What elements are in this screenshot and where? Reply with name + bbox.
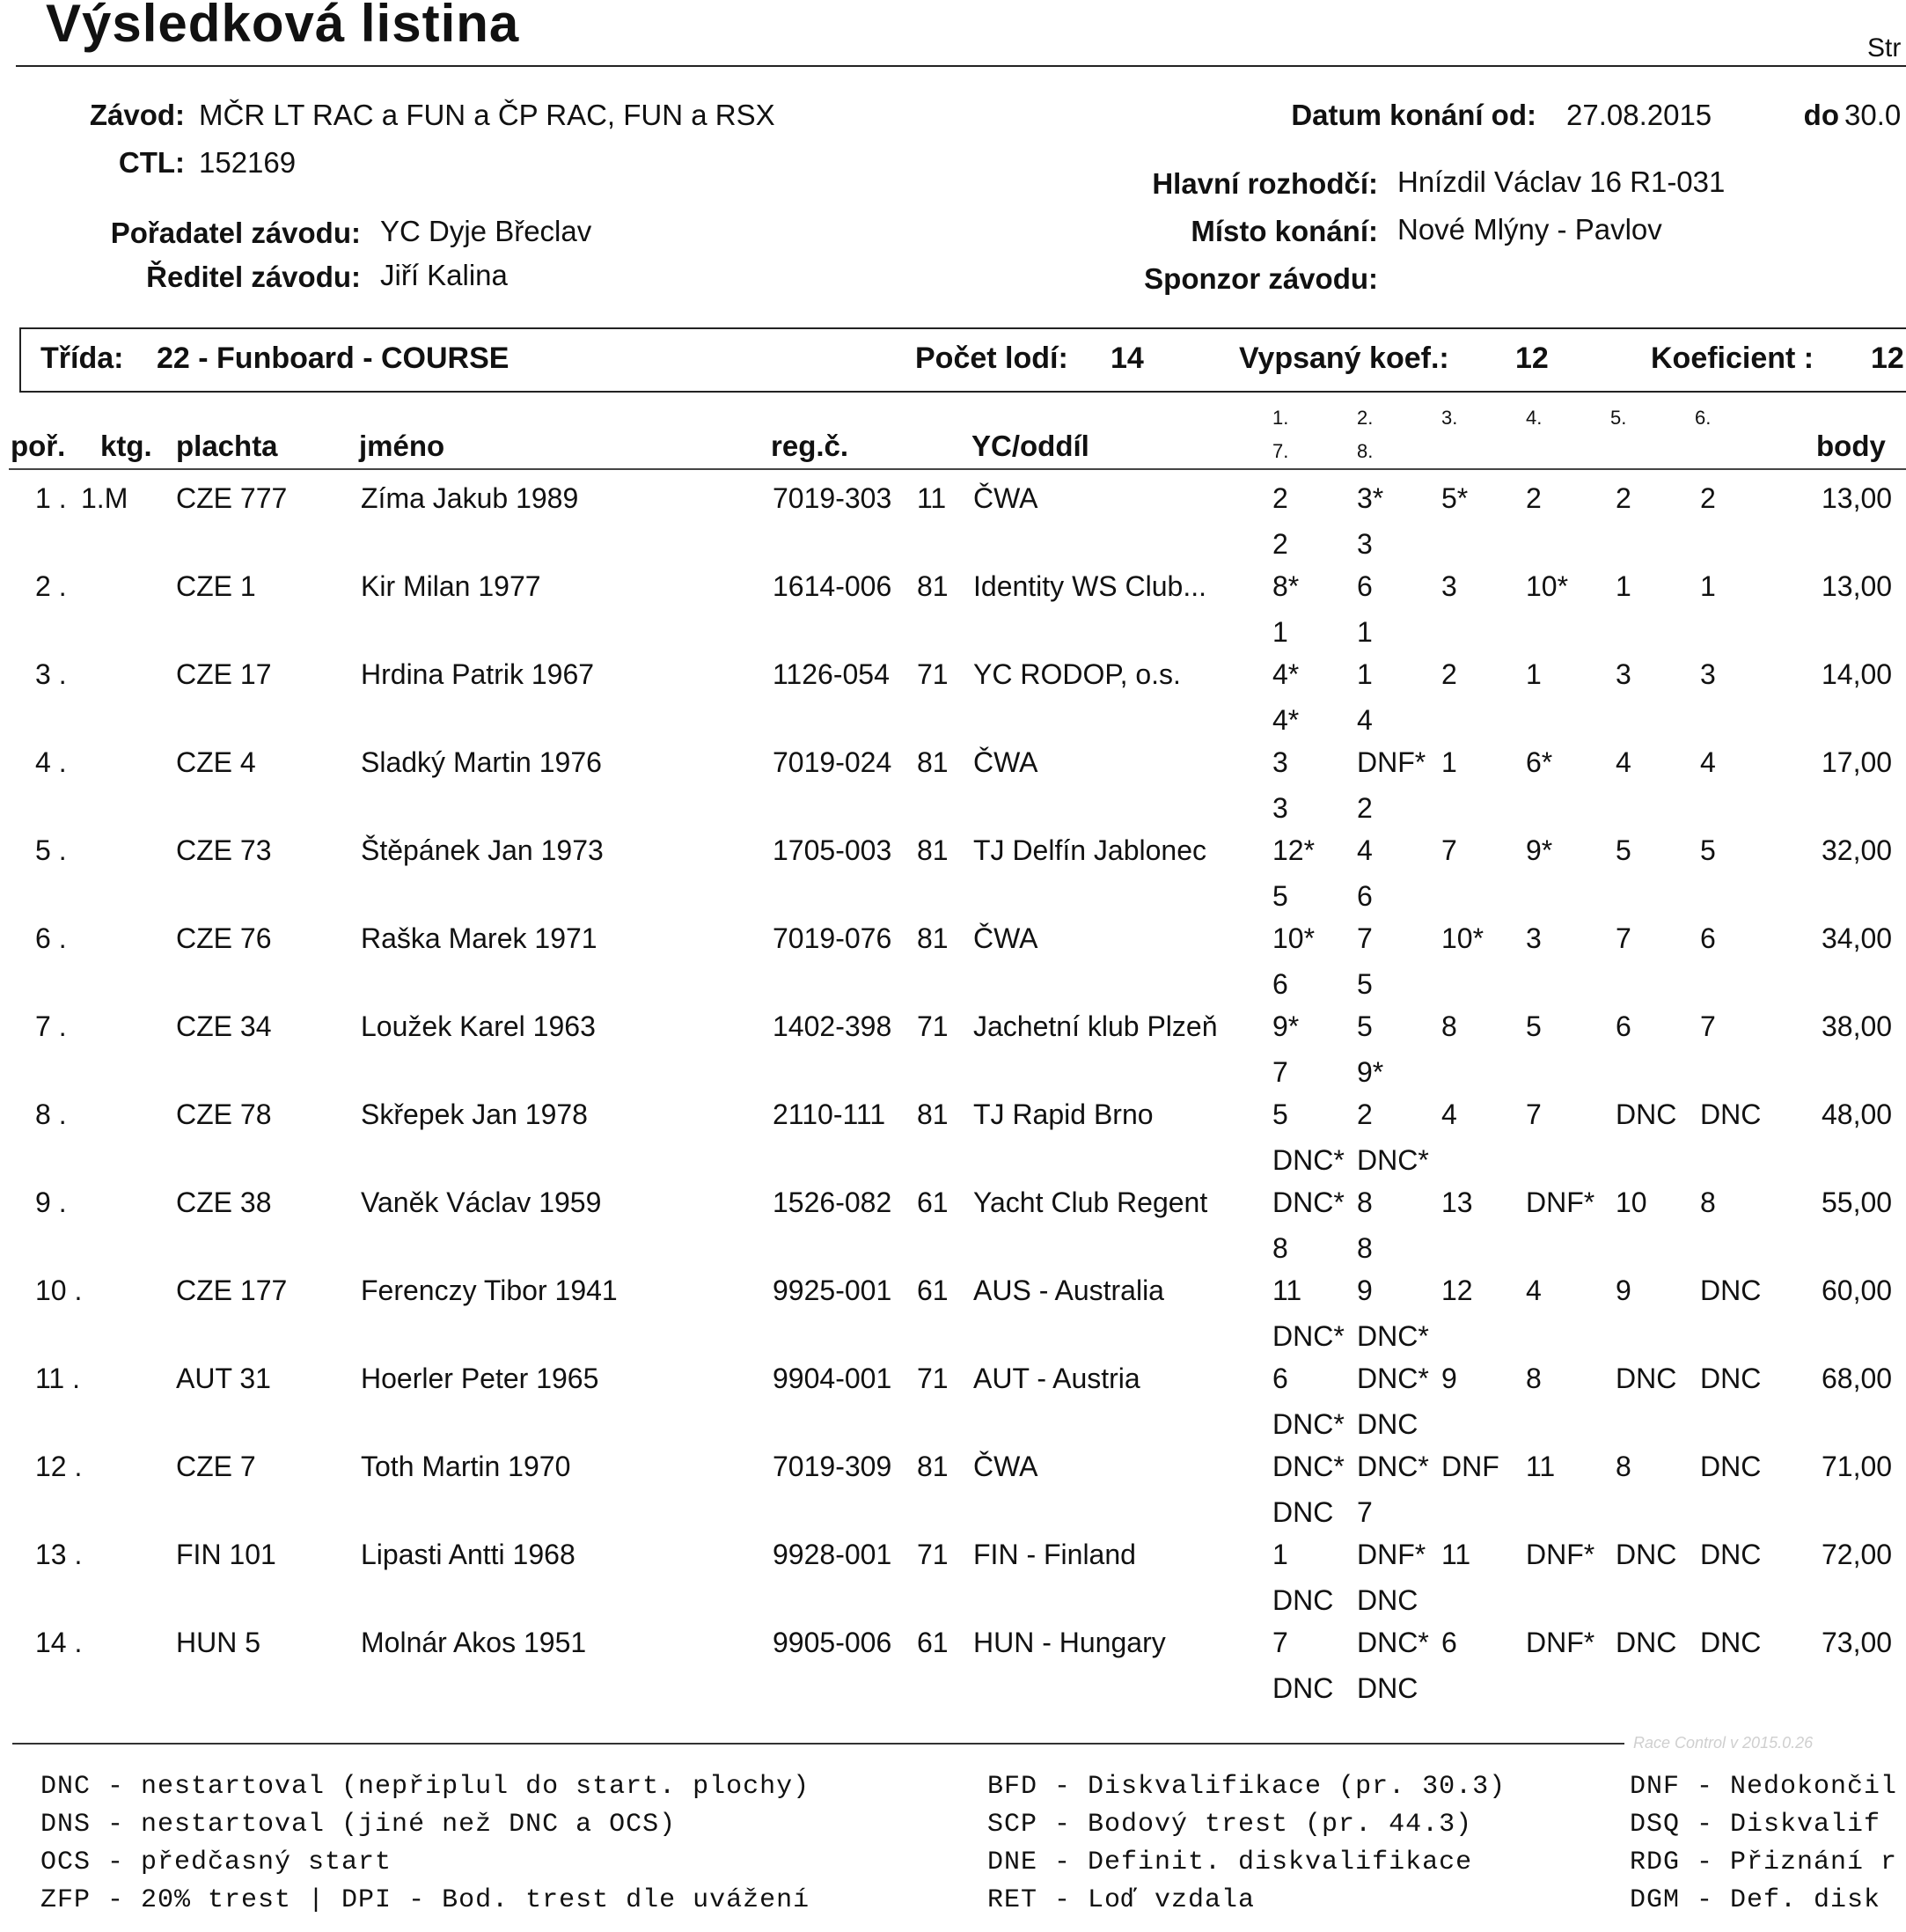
zavod-label: Závod: [89, 99, 185, 131]
row-poradi: 12 . [35, 1451, 83, 1482]
row-body: 14,00 [1822, 658, 1893, 690]
row-race-4: DNF* [1526, 1627, 1595, 1658]
row-race-2: 6 [1357, 570, 1373, 602]
row-race-7: DNC [1272, 1584, 1334, 1616]
row-plachta: CZE 177 [176, 1275, 288, 1306]
legend-bfd: BFD - Diskvalifikace (pr. 30.3) [987, 1772, 1506, 1802]
row-yc-oddil: ČWA [973, 922, 1038, 954]
col-header-reg: reg.č. [771, 430, 849, 462]
row-jmeno: Sladký Martin 1976 [361, 746, 602, 778]
row-race-7: 4* [1272, 704, 1300, 736]
legend-ocs: OCS - předčasný start [40, 1848, 392, 1877]
pocet-lodi-value: 14 [1111, 342, 1144, 375]
row-race-1: 1 [1272, 1539, 1288, 1570]
row-race-7: DNC* [1272, 1320, 1345, 1352]
row-poradi: 6 . [35, 922, 67, 954]
row-oblast-kod: 71 [917, 1363, 949, 1394]
row-race-3: 3 [1441, 570, 1457, 602]
row-body: 71,00 [1822, 1451, 1893, 1482]
row-race-5: 10 [1616, 1186, 1647, 1218]
row-race-2: 7 [1357, 922, 1373, 954]
misto-label: Místo konání: [1191, 215, 1378, 247]
row-plachta: AUT 31 [176, 1363, 271, 1394]
row-race-5: 8 [1616, 1451, 1631, 1482]
legend-dns: DNS - nestartoval (jiné než DNC a OCS) [40, 1810, 677, 1840]
datum-label: Datum konání od: [1291, 99, 1536, 131]
row-race-6: 2 [1700, 482, 1716, 514]
row-jmeno: Štěpánek Jan 1973 [361, 834, 604, 866]
row-race-8: 4 [1357, 704, 1373, 736]
row-reg-cislo: 7019-076 [773, 922, 892, 954]
pocet-lodi-label: Počet lodí: [915, 342, 1068, 375]
row-race-5: DNC [1616, 1627, 1677, 1658]
row-race-1: 5 [1272, 1098, 1288, 1130]
row-body: 68,00 [1822, 1363, 1893, 1394]
row-oblast-kod: 81 [917, 746, 949, 778]
trida-label: Třída: [40, 342, 124, 375]
rozhodci-value: Hnízdil Václav 16 R1-031 [1397, 165, 1726, 198]
row-race-1: DNC* [1272, 1451, 1345, 1482]
row-body: 38,00 [1822, 1010, 1893, 1042]
ctl-label: CTL: [118, 146, 185, 179]
row-race-6: 1 [1700, 570, 1716, 602]
row-race-6: DNC [1700, 1539, 1762, 1570]
row-race-1: 12* [1272, 834, 1316, 866]
row-yc-oddil: ČWA [973, 1451, 1038, 1482]
row-jmeno: Ferenczy Tibor 1941 [361, 1275, 618, 1306]
col-header-body: body [1816, 430, 1886, 462]
row-race-4: 2 [1526, 482, 1542, 514]
row-race-4: 4 [1526, 1275, 1542, 1306]
row-race-5: DNC [1616, 1539, 1677, 1570]
row-oblast-kod: 81 [917, 570, 949, 602]
row-jmeno: Hoerler Peter 1965 [361, 1363, 599, 1394]
col-header-race-7: 7. [1272, 440, 1289, 462]
row-race-2: 1 [1357, 658, 1373, 690]
row-race-8: 9* [1357, 1056, 1384, 1088]
row-reg-cislo: 2110-111 [773, 1098, 886, 1130]
row-yc-oddil: Jachetní klub Plzeň [973, 1010, 1218, 1042]
col-header-jmeno: jméno [359, 430, 445, 462]
row-race-5: 6 [1616, 1010, 1631, 1042]
row-poradi: 14 . [35, 1627, 83, 1658]
row-race-5: DNC [1616, 1098, 1677, 1130]
page-number-label: Str [1867, 33, 1902, 62]
row-race-2: 3* [1357, 482, 1384, 514]
row-reg-cislo: 7019-303 [773, 482, 892, 514]
row-race-4: 7 [1526, 1098, 1542, 1130]
row-jmeno: Toth Martin 1970 [361, 1451, 571, 1482]
row-race-5: DNC [1616, 1363, 1677, 1394]
row-reg-cislo: 7019-024 [773, 746, 892, 778]
row-race-8: 6 [1357, 880, 1373, 912]
row-oblast-kod: 71 [917, 658, 949, 690]
row-race-3: 2 [1441, 658, 1457, 690]
row-oblast-kod: 61 [917, 1275, 949, 1306]
row-yc-oddil: TJ Delfín Jablonec [973, 834, 1207, 866]
row-race-2: DNC* [1357, 1627, 1429, 1658]
row-race-8: DNC [1357, 1672, 1419, 1704]
legend-dnf: DNF - Nedokončil [1630, 1772, 1898, 1802]
row-race-8: DNC* [1357, 1320, 1429, 1352]
col-header-race-3: 3. [1441, 407, 1458, 429]
software-watermark: Race Control v 2015.0.26 [1633, 1734, 1814, 1752]
row-race-1: 11 [1272, 1275, 1302, 1306]
row-race-4: 1 [1526, 658, 1542, 690]
row-body: 32,00 [1822, 834, 1893, 866]
misto-value: Nové Mlýny - Pavlov [1397, 213, 1662, 246]
row-race-4: 9* [1526, 834, 1553, 866]
row-plachta: CZE 17 [176, 658, 272, 690]
row-race-5: 9 [1616, 1275, 1631, 1306]
row-body: 73,00 [1822, 1627, 1893, 1658]
poradatel-value: YC Dyje Břeclav [380, 215, 592, 247]
row-race-7: 1 [1272, 616, 1288, 648]
row-race-6: 3 [1700, 658, 1716, 690]
row-body: 48,00 [1822, 1098, 1893, 1130]
row-jmeno: Lipasti Antti 1968 [361, 1539, 575, 1570]
row-race-3: 12 [1441, 1275, 1473, 1306]
row-race-6: 4 [1700, 746, 1716, 778]
do-value: 30.0 [1844, 99, 1902, 131]
row-poradi: 11 . [35, 1363, 80, 1394]
column-header-divider [9, 468, 1906, 470]
row-race-2: DNC* [1357, 1363, 1429, 1394]
row-race-1: 7 [1272, 1627, 1288, 1658]
row-race-8: 7 [1357, 1496, 1373, 1528]
row-jmeno: Zíma Jakub 1989 [361, 482, 579, 514]
row-race-5: 5 [1616, 834, 1631, 866]
row-race-5: 7 [1616, 922, 1631, 954]
row-race-7: 5 [1272, 880, 1288, 912]
row-yc-oddil: Yacht Club Regent [973, 1186, 1208, 1218]
row-plachta: CZE 1 [176, 570, 256, 602]
legend-dnc: DNC - nestartoval (nepřiplul do start. plochy) [40, 1772, 810, 1802]
col-header-race-2: 2. [1357, 407, 1374, 429]
row-plachta: CZE 76 [176, 922, 272, 954]
row-oblast-kod: 81 [917, 1098, 949, 1130]
rozhodci-label: Hlavní rozhodčí: [1152, 167, 1378, 200]
row-oblast-kod: 81 [917, 922, 949, 954]
row-race-2: 4 [1357, 834, 1373, 866]
row-jmeno: Loužek Karel 1963 [361, 1010, 596, 1042]
trida-value: 22 - Funboard - COURSE [157, 342, 509, 375]
row-yc-oddil: ČWA [973, 482, 1038, 514]
row-reg-cislo: 1526-082 [773, 1186, 892, 1218]
row-race-8: DNC [1357, 1584, 1419, 1616]
row-body: 13,00 [1822, 570, 1893, 602]
page-title: Výsledková listina [46, 0, 520, 53]
row-yc-oddil: FIN - Finland [973, 1539, 1136, 1570]
col-header-race-8: 8. [1357, 440, 1374, 462]
row-race-1: 8* [1272, 570, 1300, 602]
row-poradi: 8 . [35, 1098, 67, 1130]
row-race-2: 5 [1357, 1010, 1373, 1042]
row-race-5: 3 [1616, 658, 1631, 690]
row-race-3: 7 [1441, 834, 1457, 866]
row-race-7: 2 [1272, 528, 1288, 560]
row-race-3: 9 [1441, 1363, 1457, 1394]
row-oblast-kod: 81 [917, 1451, 949, 1482]
row-race-1: 10* [1272, 922, 1316, 954]
legend-ret: RET - Loď vzdala [987, 1885, 1256, 1915]
row-race-1: 2 [1272, 482, 1288, 514]
row-race-8: 5 [1357, 968, 1373, 1000]
col-header-race-5: 5. [1610, 407, 1627, 429]
row-poradi: 5 . [35, 834, 67, 866]
col-header-plachta: plachta [176, 430, 278, 462]
koeficient-value: 12 [1871, 342, 1904, 375]
row-kategorie: 1.M [81, 482, 128, 514]
koeficient-label: Koeficient : [1651, 342, 1814, 375]
row-race-7: 3 [1272, 792, 1288, 824]
vypsany-koef-label: Vypsaný koef.: [1239, 342, 1449, 375]
row-plachta: CZE 73 [176, 834, 272, 866]
row-race-6: 8 [1700, 1186, 1716, 1218]
row-jmeno: Vaněk Václav 1959 [361, 1186, 602, 1218]
legend-divider [12, 1743, 1624, 1745]
row-oblast-kod: 61 [917, 1627, 949, 1658]
row-race-2: 8 [1357, 1186, 1373, 1218]
legend-dsq: DSQ - Diskvalif [1630, 1810, 1881, 1840]
reditel-label: Ředitel závodu: [146, 261, 361, 293]
row-reg-cislo: 1126-054 [773, 658, 890, 690]
row-race-4: DNF* [1526, 1539, 1595, 1570]
col-header-kategorie: ktg. [100, 430, 152, 462]
row-race-8: DNC [1357, 1408, 1419, 1440]
row-race-2: DNF* [1357, 1539, 1426, 1570]
row-oblast-kod: 71 [917, 1539, 949, 1570]
row-race-7: DNC [1272, 1672, 1334, 1704]
row-oblast-kod: 81 [917, 834, 949, 866]
row-jmeno: Raška Marek 1971 [361, 922, 597, 954]
reditel-value: Jiří Kalina [380, 259, 508, 291]
row-plachta: CZE 777 [176, 482, 288, 514]
col-header-yc: YC/oddíl [971, 430, 1089, 462]
row-reg-cislo: 9925-001 [773, 1275, 892, 1306]
row-race-6: 6 [1700, 922, 1716, 954]
row-race-3: 8 [1441, 1010, 1457, 1042]
row-oblast-kod: 11 [917, 482, 947, 514]
row-poradi: 1 . [35, 482, 67, 514]
legend-rdg: RDG - Přiznání r [1630, 1848, 1898, 1877]
row-jmeno: Skřepek Jan 1978 [361, 1098, 588, 1130]
row-reg-cislo: 1705-003 [773, 834, 892, 866]
row-race-2: 2 [1357, 1098, 1373, 1130]
row-body: 13,00 [1822, 482, 1893, 514]
row-race-3: 1 [1441, 746, 1457, 778]
vypsany-koef-value: 12 [1515, 342, 1549, 375]
row-yc-oddil: HUN - Hungary [973, 1627, 1166, 1658]
row-race-2: DNF* [1357, 746, 1426, 778]
legend-dgm: DGM - Def. disk [1630, 1885, 1881, 1915]
row-race-8: 2 [1357, 792, 1373, 824]
title-divider [16, 65, 1906, 67]
row-race-4: 6* [1526, 746, 1553, 778]
row-yc-oddil: AUS - Australia [973, 1275, 1164, 1306]
row-race-8: 1 [1357, 616, 1373, 648]
row-race-7: DNC* [1272, 1408, 1345, 1440]
row-race-6: 7 [1700, 1010, 1716, 1042]
row-oblast-kod: 71 [917, 1010, 949, 1042]
row-body: 55,00 [1822, 1186, 1893, 1218]
row-race-4: 8 [1526, 1363, 1542, 1394]
row-race-4: 5 [1526, 1010, 1542, 1042]
row-race-7: 8 [1272, 1232, 1288, 1264]
row-race-6: DNC [1700, 1451, 1762, 1482]
row-plachta: HUN 5 [176, 1627, 261, 1658]
row-race-1: 6 [1272, 1363, 1288, 1394]
row-race-3: 13 [1441, 1186, 1473, 1218]
row-reg-cislo: 9905-006 [773, 1627, 892, 1658]
row-race-7: DNC [1272, 1496, 1334, 1528]
row-reg-cislo: 7019-309 [773, 1451, 892, 1482]
ctl-value: 152169 [199, 146, 297, 179]
row-race-6: DNC [1700, 1627, 1762, 1658]
legend-dne: DNE - Definit. diskvalifikace [987, 1848, 1473, 1877]
zavod-value: MČR LT RAC a FUN a ČP RAC, FUN a RSX [199, 99, 775, 131]
row-poradi: 7 . [35, 1010, 67, 1042]
row-reg-cislo: 1402-398 [773, 1010, 892, 1042]
row-race-5: 2 [1616, 482, 1631, 514]
row-yc-oddil: ČWA [973, 746, 1038, 778]
row-oblast-kod: 61 [917, 1186, 949, 1218]
col-header-poradi: poř. [11, 430, 66, 462]
row-yc-oddil: AUT - Austria [973, 1363, 1140, 1394]
row-race-7: 7 [1272, 1056, 1288, 1088]
row-race-3: 4 [1441, 1098, 1457, 1130]
datum-value: 27.08.2015 [1566, 99, 1712, 131]
row-body: 72,00 [1822, 1539, 1893, 1570]
row-race-3: 10* [1441, 922, 1484, 954]
row-reg-cislo: 9928-001 [773, 1539, 892, 1570]
row-race-3: 6 [1441, 1627, 1457, 1658]
row-race-4: 3 [1526, 922, 1542, 954]
row-poradi: 9 . [35, 1186, 67, 1218]
sponzor-label: Sponzor závodu: [1144, 262, 1378, 295]
row-race-1: 9* [1272, 1010, 1300, 1042]
row-jmeno: Molnár Akos 1951 [361, 1627, 587, 1658]
row-race-6: DNC [1700, 1363, 1762, 1394]
row-plachta: CZE 7 [176, 1451, 256, 1482]
row-poradi: 2 . [35, 570, 67, 602]
row-race-1: DNC* [1272, 1186, 1345, 1218]
col-header-race-4: 4. [1526, 407, 1543, 429]
row-race-2: DNC* [1357, 1451, 1429, 1482]
row-race-1: 4* [1272, 658, 1300, 690]
col-header-race-6: 6. [1695, 407, 1712, 429]
row-race-3: 5* [1441, 482, 1469, 514]
row-yc-oddil: Identity WS Club... [973, 570, 1206, 602]
row-race-7: DNC* [1272, 1144, 1345, 1176]
row-body: 60,00 [1822, 1275, 1893, 1306]
row-poradi: 4 . [35, 746, 67, 778]
legend-scp: SCP - Bodový trest (pr. 44.3) [987, 1810, 1473, 1840]
row-race-4: DNF* [1526, 1186, 1595, 1218]
row-race-8: DNC* [1357, 1144, 1429, 1176]
row-reg-cislo: 1614-006 [773, 570, 892, 602]
row-plachta: CZE 78 [176, 1098, 272, 1130]
row-race-3: DNF [1441, 1451, 1499, 1482]
row-body: 17,00 [1822, 746, 1893, 778]
row-race-7: 6 [1272, 968, 1288, 1000]
row-race-3: 11 [1441, 1539, 1471, 1570]
row-race-6: DNC [1700, 1275, 1762, 1306]
row-plachta: FIN 101 [176, 1539, 276, 1570]
col-header-race-1: 1. [1272, 407, 1289, 429]
row-race-4: 11 [1526, 1451, 1556, 1482]
row-race-8: 8 [1357, 1232, 1373, 1264]
do-label: do [1803, 99, 1839, 131]
row-jmeno: Kir Milan 1977 [361, 570, 541, 602]
row-yc-oddil: YC RODOP, o.s. [973, 658, 1181, 690]
legend-zfp-dpi: ZFP - 20% trest | DPI - Bod. trest dle uvážení [40, 1885, 810, 1915]
row-poradi: 3 . [35, 658, 67, 690]
row-race-1: 3 [1272, 746, 1288, 778]
row-plachta: CZE 34 [176, 1010, 272, 1042]
poradatel-label: Pořadatel závodu: [110, 217, 361, 249]
row-race-6: DNC [1700, 1098, 1762, 1130]
row-race-8: 3 [1357, 528, 1373, 560]
row-plachta: CZE 38 [176, 1186, 272, 1218]
row-race-5: 1 [1616, 570, 1631, 602]
row-race-4: 10* [1526, 570, 1569, 602]
row-race-2: 9 [1357, 1275, 1373, 1306]
row-poradi: 13 . [35, 1539, 83, 1570]
row-reg-cislo: 9904-001 [773, 1363, 892, 1394]
row-jmeno: Hrdina Patrik 1967 [361, 658, 595, 690]
row-plachta: CZE 4 [176, 746, 256, 778]
row-body: 34,00 [1822, 922, 1893, 954]
row-race-5: 4 [1616, 746, 1631, 778]
row-race-6: 5 [1700, 834, 1716, 866]
row-poradi: 10 . [35, 1275, 83, 1306]
row-yc-oddil: TJ Rapid Brno [973, 1098, 1154, 1130]
